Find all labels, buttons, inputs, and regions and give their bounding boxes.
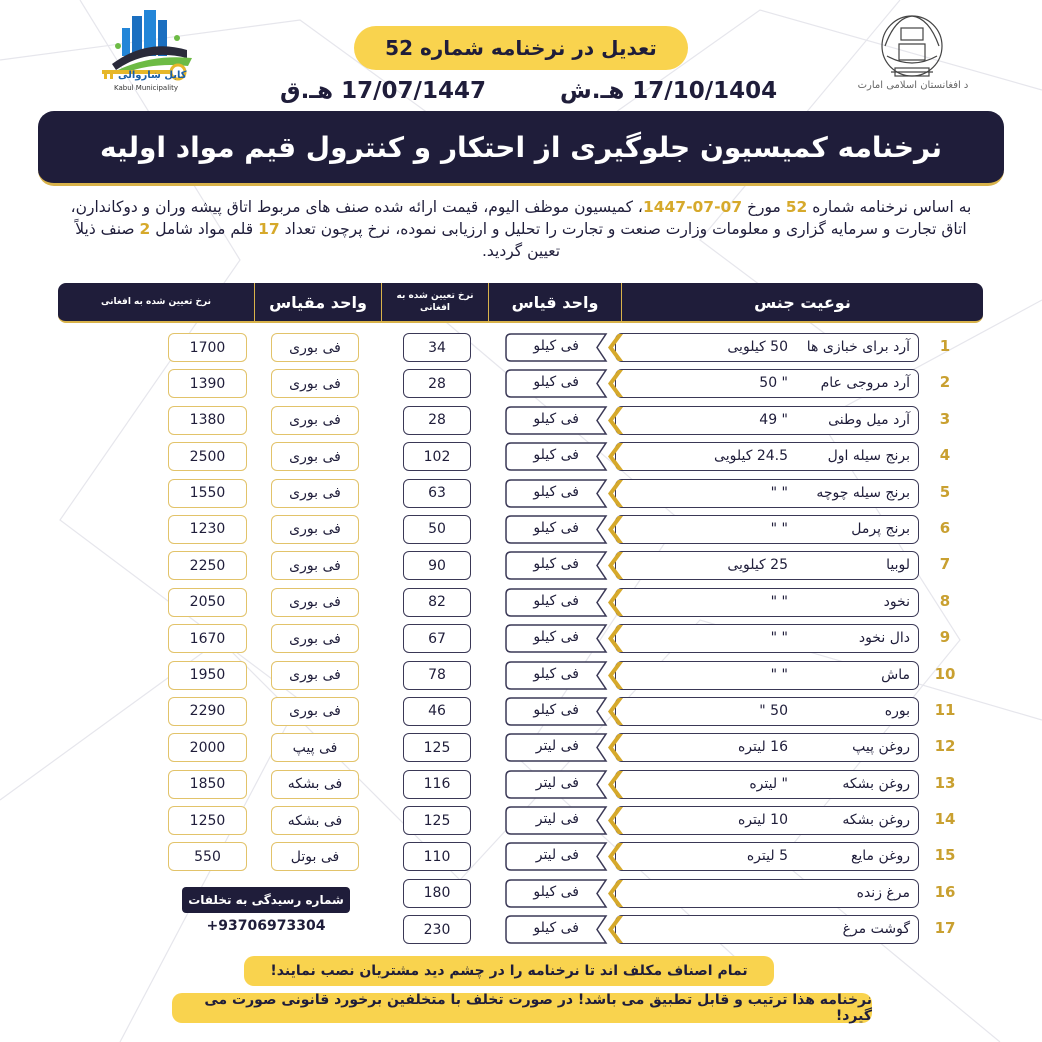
item-quantity: 50 کیلویی — [727, 339, 788, 355]
unit-cell — [505, 842, 609, 871]
unit-scale-cell: فی بوری — [271, 369, 359, 398]
notice-display-requirement: تمام اصناف مکلف اند تا نرخنامه را در چشم دید مشتریان نصب نمایند! — [244, 956, 774, 986]
item-name-cell — [615, 333, 919, 362]
item-name-cell — [615, 406, 919, 435]
rate-bulk-cell: 2250 — [168, 551, 247, 580]
unit-label: فی کیلو — [533, 338, 579, 354]
rate-cell: 46 — [403, 697, 471, 726]
rate-cell: 78 — [403, 661, 471, 690]
rate-cell: 102 — [403, 442, 471, 471]
row-index: 14 — [934, 810, 956, 829]
unit-scale-cell: فی پیپ — [271, 733, 359, 762]
item-quantity: " " — [770, 630, 788, 647]
row-index: 16 — [934, 882, 956, 901]
item-quantity: " 49 — [759, 411, 788, 428]
rate-bulk-cell: 2050 — [168, 588, 247, 617]
page-title: نرخنامه کمیسیون جلوگیری از احتکار و کنترول قیم مواد اولیه — [38, 111, 1004, 186]
row-index: 11 — [934, 700, 956, 719]
unit-label: فی لیتر — [535, 738, 579, 755]
row-index: 8 — [939, 591, 951, 610]
item-name-cell — [615, 661, 919, 690]
item-name: دال نخود — [858, 630, 910, 647]
unit-cell — [505, 697, 609, 726]
rate-cell: 90 — [403, 551, 471, 580]
item-name-cell — [615, 515, 919, 544]
rate-bulk-cell: 550 — [168, 842, 247, 871]
unit-label: فی لیتر — [535, 811, 579, 828]
header-unit-scale: واحد مقیاس — [254, 283, 381, 321]
emblem-caption: د افغانستان اسلامی امارت — [857, 80, 969, 91]
rate-cell: 34 — [403, 333, 471, 362]
row-index: 4 — [939, 446, 951, 465]
unit-cell — [505, 406, 609, 435]
header-rate-afghani: نرخ تعیین شده به افغانی — [381, 283, 488, 321]
item-name: آرد برای خبازی ها — [806, 339, 910, 355]
unit-cell — [505, 624, 609, 653]
unit-scale-cell: فی بوری — [271, 588, 359, 617]
item-quantity: 10 لیتره — [737, 812, 788, 829]
row-index: 5 — [939, 482, 951, 501]
intro-text: صنف ذیلاً تعیین گردید. — [75, 220, 561, 260]
rate-cell: 50 — [403, 515, 471, 544]
rate-bulk-cell: 1230 — [168, 515, 247, 544]
item-name: بوره — [884, 702, 910, 719]
unit-cell — [505, 661, 609, 690]
rate-cell: 230 — [403, 915, 471, 944]
unit-scale-cell: فی بوری — [271, 515, 359, 544]
revision-badge: تعدیل در نرخنامه شماره 52 — [354, 26, 688, 70]
table-row — [0, 694, 1042, 730]
item-name: روغن پیپ — [852, 739, 910, 756]
logo-caption-fa: کابل ښاروالی — [118, 70, 187, 81]
table-row — [0, 658, 1042, 694]
item-name: روغن بشکه — [842, 812, 910, 829]
intro-text: به اساس نرخنامه شماره — [807, 198, 972, 216]
row-index: 13 — [934, 773, 956, 792]
intro-text: قلم مواد شامل — [150, 220, 259, 238]
item-name-cell — [615, 369, 919, 398]
rate-cell: 125 — [403, 806, 471, 835]
row-index: 6 — [939, 518, 951, 537]
unit-scale-cell: فی بشکه — [271, 806, 359, 835]
unit-cell — [505, 333, 609, 362]
item-quantity: 24.5 کیلویی — [714, 448, 788, 465]
item-quantity: 16 لیتره — [737, 739, 788, 756]
rate-cell: 63 — [403, 479, 471, 508]
unit-scale-cell: فی بوری — [271, 697, 359, 726]
row-index: 3 — [939, 409, 951, 428]
item-quantity: 25 کیلویی — [727, 557, 788, 574]
unit-label: فی کیلو — [533, 883, 579, 900]
rate-bulk-cell: 1390 — [168, 369, 247, 398]
rate-bulk-cell: 2290 — [168, 697, 247, 726]
item-name-cell — [615, 733, 919, 762]
unit-scale-cell: فی بوری — [271, 442, 359, 471]
unit-cell — [505, 806, 609, 835]
rate-bulk-cell: 1850 — [168, 770, 247, 799]
unit-scale-cell: فی بوری — [271, 624, 359, 653]
row-index: 1 — [939, 337, 951, 355]
table-row — [0, 912, 1042, 948]
unit-scale-cell: فی بوری — [271, 406, 359, 435]
item-quantity: " لیتره — [749, 775, 788, 792]
unit-scale-cell: فی بوری — [271, 333, 359, 362]
table-row — [0, 803, 1042, 839]
item-quantity: 5 لیتره — [746, 848, 788, 865]
item-name: نخود — [883, 593, 910, 610]
unit-cell — [505, 442, 609, 471]
rate-cell: 82 — [403, 588, 471, 617]
item-name-cell — [615, 770, 919, 799]
complaint-label: شماره رسیدگی به تخلفات — [182, 887, 350, 913]
item-name-cell — [615, 442, 919, 471]
unit-label: فی کیلو — [533, 665, 579, 682]
unit-cell — [505, 879, 609, 908]
item-name: آرد مروجی عام — [820, 375, 910, 392]
item-name-cell — [615, 588, 919, 617]
table-row — [0, 585, 1042, 621]
item-quantity: " " — [770, 520, 788, 537]
intro-highlight-categories: 2 — [139, 220, 151, 238]
item-name-cell — [615, 806, 919, 835]
row-index: 17 — [934, 919, 956, 938]
intro-highlight-date: 07-07-1447 — [642, 198, 743, 216]
table-row — [0, 512, 1042, 548]
date-solar: 17/10/1404 هـ.ش — [560, 78, 778, 104]
item-name-cell — [615, 915, 919, 944]
header-unit-measure: واحد قیاس — [488, 283, 621, 321]
unit-label: فی کیلو — [533, 447, 579, 464]
rate-bulk-cell: 1550 — [168, 479, 247, 508]
rate-cell: 125 — [403, 733, 471, 762]
header-rate-afghani-bulk: نرخ تعیین شده به افغانی — [100, 297, 212, 307]
table-row — [0, 366, 1042, 402]
rate-bulk-cell: 1950 — [168, 661, 247, 690]
table-row — [0, 876, 1042, 912]
item-quantity: " 50 — [759, 375, 788, 392]
date-lunar: 17/07/1447 هـ.ق — [280, 78, 486, 104]
item-name: لوبیا — [886, 557, 910, 574]
item-name: ماش — [881, 666, 910, 683]
table-row — [0, 330, 1042, 366]
rate-bulk-cell: 1380 — [168, 406, 247, 435]
item-name: مرغ زنده — [856, 884, 910, 901]
row-index: 7 — [939, 555, 951, 574]
unit-cell — [505, 515, 609, 544]
unit-scale-cell: فی بشکه — [271, 770, 359, 799]
unit-label: فی لیتر — [535, 774, 579, 791]
item-quantity: 50 " — [759, 702, 788, 719]
unit-cell — [505, 733, 609, 762]
item-quantity: " " — [770, 593, 788, 610]
rate-cell: 28 — [403, 369, 471, 398]
row-index: 12 — [934, 737, 956, 756]
item-name-cell — [615, 842, 919, 871]
rate-bulk-cell: 2000 — [168, 733, 247, 762]
item-name: برنج سیله چوچه — [816, 484, 910, 501]
intro-highlight-number: 52 — [785, 198, 808, 216]
rate-bulk-cell: 1250 — [168, 806, 247, 835]
item-name: روغن مایع — [850, 848, 910, 865]
unit-cell — [505, 915, 609, 944]
table-row — [0, 767, 1042, 803]
item-name: روغن بشکه — [842, 775, 910, 792]
table-row — [0, 439, 1042, 475]
unit-scale-cell: فی بوری — [271, 479, 359, 508]
unit-cell — [505, 551, 609, 580]
intro-text: ، کمیسیون موظف الیوم، قیمت ارائه شده صنف های مربوط اتاق پیشه وران و دوکاندارن، اتاق تجارت و سرمایه گزاری و معلومات وزارت صنعت و تجارت را تحلیل و ارزیابی نموده، نرخ پرچون تعداد — [70, 198, 967, 238]
table-row — [0, 403, 1042, 439]
unit-cell — [505, 369, 609, 398]
rate-cell: 180 — [403, 879, 471, 908]
unit-label: فی لیتر — [535, 847, 579, 864]
item-name: گوشت مرغ — [842, 921, 910, 938]
unit-cell — [505, 479, 609, 508]
unit-label: فی کیلو — [533, 920, 579, 937]
item-name-cell — [615, 479, 919, 508]
item-name: آرد میل وطنی — [828, 411, 910, 428]
unit-label: فی کیلو — [533, 374, 579, 391]
rate-cell: 116 — [403, 770, 471, 799]
unit-label: فی کیلو — [533, 629, 579, 646]
rate-bulk-cell: 1670 — [168, 624, 247, 653]
notice-enforcement: نرخنامه هذا ترتیب و قابل تطبیق می باشد! در صورت تخلف با متخلفین برخورد قانونی صورت می گیرد! — [172, 993, 872, 1023]
price-table — [0, 330, 1042, 949]
unit-label: فی کیلو — [533, 483, 579, 500]
item-name: برنج پرمل — [851, 520, 910, 537]
unit-cell — [505, 588, 609, 617]
item-name-cell — [615, 624, 919, 653]
table-header — [58, 283, 983, 323]
unit-label: فی کیلو — [533, 701, 579, 718]
item-name-cell — [615, 551, 919, 580]
table-row — [0, 730, 1042, 766]
intro-text: مورخ — [742, 198, 786, 216]
table-row — [0, 839, 1042, 875]
unit-label: فی کیلو — [533, 556, 579, 573]
rate-cell: 67 — [403, 624, 471, 653]
item-quantity: " " — [770, 666, 788, 683]
header-item-type: نوعیت جنس — [621, 283, 983, 321]
row-index: 15 — [934, 846, 956, 865]
item-name: برنج سیله اول — [827, 448, 910, 465]
logo-caption-en: Kabul Municipality — [114, 84, 178, 92]
item-name-cell — [615, 879, 919, 908]
table-row — [0, 621, 1042, 657]
rate-cell: 28 — [403, 406, 471, 435]
complaint-phone[interactable]: +93706973304 — [206, 918, 326, 934]
rate-bulk-cell: 2500 — [168, 442, 247, 471]
item-name-cell — [615, 697, 919, 726]
table-row — [0, 548, 1042, 584]
rate-cell: 110 — [403, 842, 471, 871]
row-index: 10 — [934, 664, 956, 683]
unit-scale-cell: فی بوتل — [271, 842, 359, 871]
row-index: 2 — [939, 373, 951, 392]
intro-paragraph — [60, 196, 982, 262]
unit-label: فی کیلو — [533, 519, 579, 536]
unit-label: فی کیلو — [533, 592, 579, 609]
row-index: 9 — [939, 628, 951, 647]
intro-highlight-count: 17 — [258, 220, 280, 238]
unit-scale-cell: فی بوری — [271, 661, 359, 690]
unit-cell — [505, 770, 609, 799]
item-quantity: " " — [770, 484, 788, 501]
unit-scale-cell: فی بوری — [271, 551, 359, 580]
unit-label: فی کیلو — [533, 410, 579, 427]
rate-bulk-cell: 1700 — [168, 333, 247, 362]
table-row — [0, 476, 1042, 512]
